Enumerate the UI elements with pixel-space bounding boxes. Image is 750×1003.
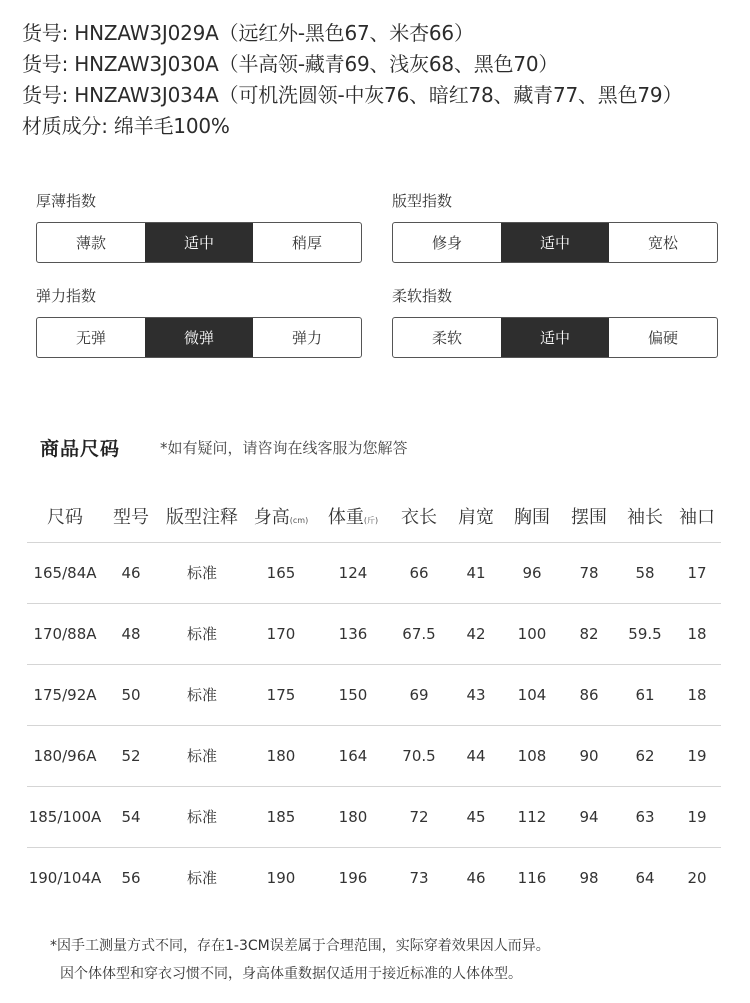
table-row — [27, 725, 721, 786]
index-option-selected: 适中 — [145, 223, 253, 262]
table-cell: 标准 — [159, 786, 245, 847]
index-block — [36, 285, 362, 358]
column-header-label: 版型注释 — [166, 506, 238, 528]
table-cell: 190 — [266, 868, 296, 887]
table-cell: 标准 — [186, 869, 217, 888]
table-cell: 196 — [338, 868, 368, 887]
column-header-label: 肩宽 — [458, 506, 494, 528]
table-cell: 82 — [561, 603, 617, 664]
index-title: 版型指数 — [392, 192, 453, 210]
column-header — [503, 490, 561, 542]
column-header-label: 袖口 — [679, 506, 715, 528]
index-block — [392, 285, 718, 358]
table-row — [27, 786, 721, 847]
table-row — [27, 603, 721, 664]
table-cell: 116 — [517, 868, 547, 887]
index-selector — [392, 317, 718, 358]
table-cell: 58 — [617, 542, 673, 603]
table-cell: 185 — [245, 786, 317, 847]
column-header — [673, 490, 721, 542]
table-cell: 170/88A — [27, 603, 103, 664]
table-cell: 标准 — [159, 603, 245, 664]
table-cell: 46 — [466, 868, 486, 887]
table-cell: 64 — [635, 868, 655, 887]
table-cell: 43 — [449, 664, 503, 725]
table-cell: 50 — [103, 664, 159, 725]
column-header — [245, 490, 317, 542]
column-header — [27, 490, 103, 542]
table-cell: 61 — [617, 664, 673, 725]
size-section-header — [40, 432, 720, 462]
table-cell: 44 — [449, 725, 503, 786]
table-cell: 164 — [317, 725, 389, 786]
table-cell: 112 — [503, 786, 561, 847]
table-cell: 59.5 — [617, 603, 673, 664]
table-cell: 108 — [503, 725, 561, 786]
index-option: 柔软 — [431, 329, 462, 347]
column-header-label: 身高 — [253, 506, 290, 528]
table-cell: 190/104A — [28, 868, 102, 887]
index-block — [36, 190, 362, 263]
table-cell: 46 — [103, 542, 159, 603]
size-section-title: 商品尺码 — [40, 437, 121, 460]
index-selector — [36, 317, 362, 358]
table-cell: 41 — [449, 542, 503, 603]
size-table-header — [27, 490, 721, 542]
index-option-selected: 适中 — [501, 318, 609, 357]
index-grid — [36, 190, 718, 358]
index-option-selected: 微弹 — [145, 318, 253, 357]
table-cell: 标准 — [159, 542, 245, 603]
column-header-label: 型号 — [113, 506, 149, 528]
table-cell: 185/100A — [27, 786, 103, 847]
table-cell: 19 — [673, 786, 721, 847]
table-cell: 63 — [617, 786, 673, 847]
table-cell: 20 — [687, 868, 707, 887]
column-header — [103, 490, 159, 542]
column-header-label: 摆围 — [571, 506, 607, 528]
column-header — [449, 490, 503, 542]
table-cell: 170 — [245, 603, 317, 664]
column-header — [317, 490, 389, 542]
table-cell: 165 — [245, 542, 317, 603]
table-cell: 48 — [103, 603, 159, 664]
table-row — [27, 664, 721, 725]
table-cell: 67.5 — [389, 603, 449, 664]
table-cell: 100 — [503, 603, 561, 664]
index-selector — [392, 222, 718, 263]
table-cell: 180/96A — [27, 725, 103, 786]
index-title: 厚薄指数 — [36, 192, 97, 210]
column-header — [617, 490, 673, 542]
index-selector — [36, 222, 362, 263]
footnote-measurement: *因手工测量方式不同，存在1-3CM误差属于合理范围，实际穿着效果因人而异。 — [50, 938, 550, 954]
column-header-unit: (斤) — [363, 515, 379, 525]
table-cell: 96 — [503, 542, 561, 603]
material-composition: 材质成分: 绵羊毛100% — [22, 114, 230, 138]
product-info — [22, 18, 742, 142]
table-cell: 72 — [389, 786, 449, 847]
table-cell: 78 — [561, 542, 617, 603]
footnotes — [50, 932, 730, 988]
table-cell: 标准 — [159, 725, 245, 786]
table-cell: 70.5 — [389, 725, 449, 786]
index-option: 薄款 — [75, 234, 106, 252]
table-cell: 150 — [317, 664, 389, 725]
column-header-label: 胸围 — [514, 506, 550, 528]
table-cell: 175 — [245, 664, 317, 725]
index-title: 柔软指数 — [392, 287, 453, 305]
table-row — [27, 542, 721, 603]
table-cell: 175/92A — [27, 664, 103, 725]
index-title: 弹力指数 — [36, 287, 97, 305]
table-cell: 104 — [503, 664, 561, 725]
column-header-label: 袖长 — [627, 506, 663, 528]
column-header-unit: (cm) — [289, 515, 309, 525]
index-option-selected: 适中 — [501, 223, 609, 262]
table-cell: 180 — [317, 786, 389, 847]
column-header-label: 尺码 — [47, 506, 83, 528]
product-line-2: 货号: HNZAW3J030A（半高领-藏青69、浅灰68、黑色70） — [22, 52, 559, 76]
table-cell: 62 — [617, 725, 673, 786]
index-block — [392, 190, 718, 263]
index-option: 无弹 — [75, 329, 106, 347]
table-cell: 124 — [317, 542, 389, 603]
column-header-label: 体重 — [327, 506, 364, 528]
table-cell: 17 — [673, 542, 721, 603]
footnote-body-type: 因个体体型和穿衣习惯不同，身高体重数据仅适用于接近标准的人体体型。 — [60, 966, 522, 982]
table-cell: 52 — [103, 725, 159, 786]
column-header — [159, 490, 245, 542]
table-cell: 86 — [561, 664, 617, 725]
index-option: 弹力 — [291, 329, 322, 347]
table-cell: 19 — [673, 725, 721, 786]
table-cell: 165/84A — [27, 542, 103, 603]
table-row — [27, 847, 721, 908]
table-cell: 94 — [561, 786, 617, 847]
index-option: 修身 — [431, 234, 462, 252]
table-cell: 标准 — [159, 664, 245, 725]
index-option: 稍厚 — [291, 234, 322, 252]
table-cell: 56 — [121, 868, 141, 887]
table-cell: 180 — [245, 725, 317, 786]
size-section-note: *如有疑问，请咨询在线客服为您解答 — [160, 438, 408, 457]
product-indices — [36, 190, 718, 358]
table-cell: 69 — [389, 664, 449, 725]
product-line-1: 货号: HNZAW3J029A（远红外-黑色67、米杏66） — [22, 21, 474, 45]
table-cell: 45 — [449, 786, 503, 847]
column-header-label: 衣长 — [401, 506, 437, 528]
table-cell: 98 — [579, 868, 599, 887]
size-table — [27, 490, 721, 908]
column-header — [561, 490, 617, 542]
table-cell: 90 — [561, 725, 617, 786]
product-line-3: 货号: HNZAW3J034A（可机洗圆领-中灰76、暗红78、藏青77、黑色79） — [22, 83, 683, 107]
index-option: 宽松 — [647, 234, 678, 252]
table-cell: 66 — [389, 542, 449, 603]
column-header — [389, 490, 449, 542]
table-cell: 42 — [449, 603, 503, 664]
table-cell: 18 — [673, 603, 721, 664]
index-option: 偏硬 — [647, 329, 678, 347]
table-cell: 18 — [673, 664, 721, 725]
table-cell: 136 — [317, 603, 389, 664]
table-cell: 73 — [409, 868, 429, 887]
table-cell: 54 — [103, 786, 159, 847]
